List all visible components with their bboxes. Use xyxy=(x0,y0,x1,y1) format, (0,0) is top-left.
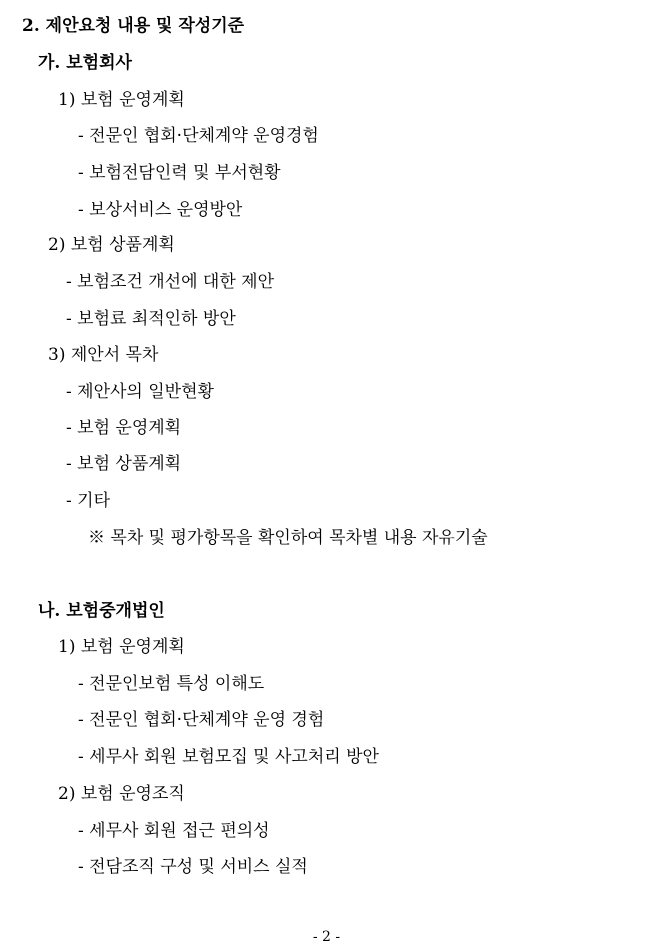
list-item: - 전문인 협회·단체계약 운영경험 xyxy=(78,126,319,146)
page-number: - 2 - xyxy=(312,929,341,945)
list-item: - 보험 상품계획 xyxy=(66,454,182,474)
section-title: 2. 제안요청 내용 및 작성기준 xyxy=(22,16,245,36)
list-item: - 전문인보험 특성 이해도 xyxy=(78,674,265,694)
toc-note: ※ 목차 및 평가항목을 확인하여 목차별 내용 자유기술 xyxy=(88,528,488,548)
insurer-ops-plan-title: 1) 보험 운영계획 xyxy=(58,90,185,110)
broker-ops-org-title: 2) 보험 운영조직 xyxy=(58,784,185,804)
broker-heading: 나. 보험중개법인 xyxy=(38,601,165,621)
insurer-heading: 가. 보험회사 xyxy=(38,53,132,73)
list-item: - 보험전담인력 및 부서현황 xyxy=(78,163,281,183)
list-item: - 보험 운영계획 xyxy=(66,418,182,438)
insurer-product-plan-title: 2) 보험 상품계획 xyxy=(48,235,175,255)
broker-ops-plan-title: 1) 보험 운영계획 xyxy=(58,637,185,657)
list-item: - 세무사 회원 보험모집 및 사고처리 방안 xyxy=(78,747,379,767)
list-item: - 전문인 협회·단체계약 운영 경험 xyxy=(78,710,325,730)
list-item: - 기타 xyxy=(66,491,110,511)
list-item: - 보험료 최적인하 방안 xyxy=(66,309,236,329)
list-item: - 전담조직 구성 및 서비스 실적 xyxy=(78,857,308,877)
list-item: - 세무사 회원 접근 편의성 xyxy=(78,821,270,841)
list-item: - 보상서비스 운영방안 xyxy=(78,200,243,220)
list-item: - 제안사의 일반현황 xyxy=(66,382,214,402)
list-item: - 보험조건 개선에 대한 제안 xyxy=(66,272,275,292)
insurer-toc-title: 3) 제안서 목차 xyxy=(48,345,159,365)
